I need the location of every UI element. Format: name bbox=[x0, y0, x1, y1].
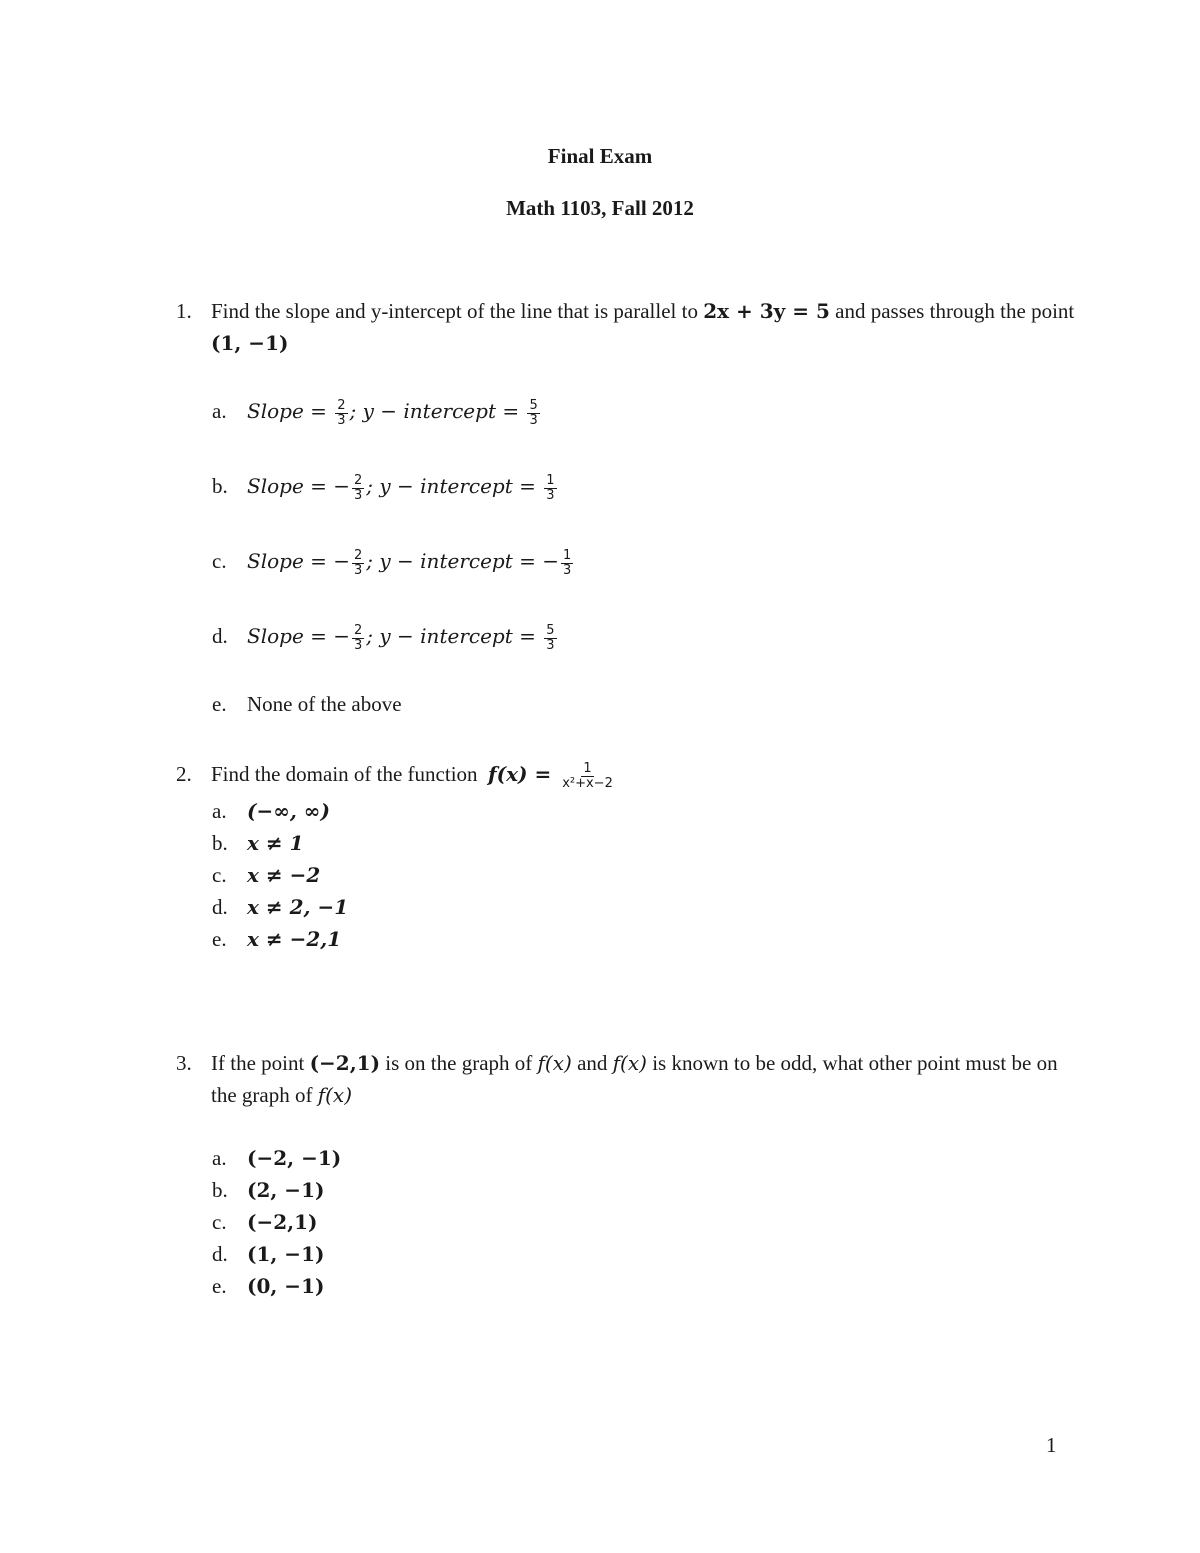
numerator: 1 bbox=[563, 547, 572, 563]
question-1 bbox=[176, 295, 1076, 359]
option-text: None of the above bbox=[247, 692, 402, 716]
option-e[interactable] bbox=[212, 688, 402, 720]
option-math: x ≠ 1 bbox=[247, 831, 304, 855]
slope-fraction bbox=[352, 474, 364, 503]
option-label: b. bbox=[212, 831, 228, 855]
option-math: (0, −1) bbox=[247, 1274, 325, 1298]
option-math: (−2, −1) bbox=[247, 1146, 342, 1170]
option-math: (−2,1) bbox=[247, 1210, 318, 1234]
option-math: x ≠ −2,1 bbox=[247, 927, 342, 951]
intercept-label: ; y − intercept = bbox=[366, 624, 543, 648]
option-label: c. bbox=[212, 863, 227, 887]
option-label: e. bbox=[212, 927, 227, 951]
slope-label: Slope = bbox=[247, 399, 334, 423]
option-a[interactable] bbox=[212, 395, 542, 427]
option-label: d. bbox=[212, 1242, 228, 1266]
intercept-label: ; y − intercept = bbox=[366, 549, 543, 573]
numerator: 1 bbox=[583, 760, 592, 776]
point: (1, −1) bbox=[211, 331, 289, 355]
fraction bbox=[560, 762, 615, 791]
option-d[interactable] bbox=[212, 1238, 324, 1270]
point: (−2,1) bbox=[309, 1051, 381, 1075]
option-label: b. bbox=[212, 474, 228, 498]
slope-sign: − bbox=[333, 624, 351, 648]
option-c[interactable] bbox=[212, 1206, 317, 1238]
exam-title: Final Exam bbox=[547, 144, 653, 168]
question-text bbox=[211, 758, 1076, 791]
option-label: c. bbox=[212, 1210, 227, 1234]
page-number: 1 bbox=[1046, 1433, 1057, 1457]
option-label: b. bbox=[212, 1178, 228, 1202]
option-math: (2, −1) bbox=[247, 1178, 325, 1202]
intercept-fraction bbox=[527, 399, 539, 428]
option-a[interactable] bbox=[212, 1142, 341, 1174]
option-b[interactable] bbox=[212, 470, 559, 502]
slope-label: Slope = bbox=[247, 624, 334, 648]
function: f(x) bbox=[537, 1051, 572, 1075]
slope-fraction bbox=[352, 549, 364, 578]
question-text-part: Find the slope and y-intercept of the line that is parallel to bbox=[211, 299, 698, 323]
question-text-part: and passes through the point bbox=[835, 299, 1075, 323]
question-text-part: If the point bbox=[211, 1051, 305, 1075]
question-text bbox=[211, 295, 1076, 359]
question-3 bbox=[176, 1047, 1076, 1111]
intercept-fraction bbox=[544, 474, 556, 503]
intercept-label: ; y − intercept = bbox=[349, 399, 526, 423]
numerator: 2 bbox=[354, 547, 363, 563]
slope-sign: − bbox=[333, 549, 351, 573]
denominator: 3 bbox=[546, 637, 555, 653]
exam-subtitle: Math 1103, Fall 2012 bbox=[506, 196, 694, 220]
option-math: x ≠ −2 bbox=[247, 863, 321, 887]
equation: 2x + 3y = 5 bbox=[703, 299, 830, 323]
option-b[interactable] bbox=[212, 1174, 324, 1206]
option-c[interactable] bbox=[212, 545, 575, 577]
option-label: e. bbox=[212, 692, 227, 716]
slope-label: Slope = bbox=[247, 549, 334, 573]
numerator: 2 bbox=[337, 397, 346, 413]
option-math: (1, −1) bbox=[247, 1242, 325, 1266]
numerator: 1 bbox=[546, 472, 555, 488]
function: f(x) = bbox=[488, 762, 559, 786]
slope-fraction bbox=[352, 624, 364, 653]
option-label: d. bbox=[212, 624, 228, 648]
question-2 bbox=[176, 758, 1076, 791]
option-e[interactable] bbox=[212, 923, 341, 955]
denominator: 3 bbox=[354, 487, 363, 503]
option-label: e. bbox=[212, 1274, 227, 1298]
question-number: 2. bbox=[176, 762, 192, 786]
option-math: (−∞, ∞) bbox=[247, 799, 330, 823]
denominator: 3 bbox=[563, 562, 572, 578]
intercept-fraction bbox=[544, 624, 556, 653]
question-text-part: Find the domain of the function bbox=[211, 762, 478, 786]
question-text bbox=[211, 1047, 1076, 1111]
option-b[interactable] bbox=[212, 827, 304, 859]
intercept-fraction bbox=[561, 549, 573, 578]
intercept-sign: − bbox=[542, 549, 559, 573]
denominator: 3 bbox=[546, 487, 555, 503]
option-label: a. bbox=[212, 399, 227, 423]
numerator: 2 bbox=[354, 622, 363, 638]
denominator: 3 bbox=[337, 412, 346, 428]
option-label: a. bbox=[212, 1146, 227, 1170]
option-math: x ≠ 2, −1 bbox=[247, 895, 349, 919]
question-text-part: is on the graph of bbox=[385, 1051, 533, 1075]
denominator: 3 bbox=[529, 412, 538, 428]
option-label: a. bbox=[212, 799, 227, 823]
question-number: 1. bbox=[176, 299, 192, 323]
function: f(x) bbox=[317, 1083, 353, 1107]
option-d[interactable] bbox=[212, 620, 559, 652]
numerator: 2 bbox=[354, 472, 363, 488]
option-a[interactable] bbox=[212, 795, 330, 827]
function: f(x) bbox=[612, 1051, 647, 1075]
numerator: 5 bbox=[529, 397, 538, 413]
option-label: d. bbox=[212, 895, 228, 919]
intercept-label: ; y − intercept = bbox=[366, 474, 543, 498]
option-e[interactable] bbox=[212, 1270, 324, 1302]
denominator: 3 bbox=[354, 562, 363, 578]
question-text-part: is known to be odd, what other point must be on the graph of bbox=[211, 1051, 1058, 1107]
option-c[interactable] bbox=[212, 859, 320, 891]
denominator: x²+x−2 bbox=[562, 775, 613, 791]
slope-fraction bbox=[335, 399, 347, 428]
denominator: 3 bbox=[354, 637, 363, 653]
slope-sign: − bbox=[333, 474, 351, 498]
numerator: 5 bbox=[546, 622, 555, 638]
option-d[interactable] bbox=[212, 891, 348, 923]
slope-label: Slope = bbox=[247, 474, 334, 498]
question-text-part: and bbox=[577, 1051, 608, 1075]
option-label: c. bbox=[212, 549, 227, 573]
question-number: 3. bbox=[176, 1051, 192, 1075]
